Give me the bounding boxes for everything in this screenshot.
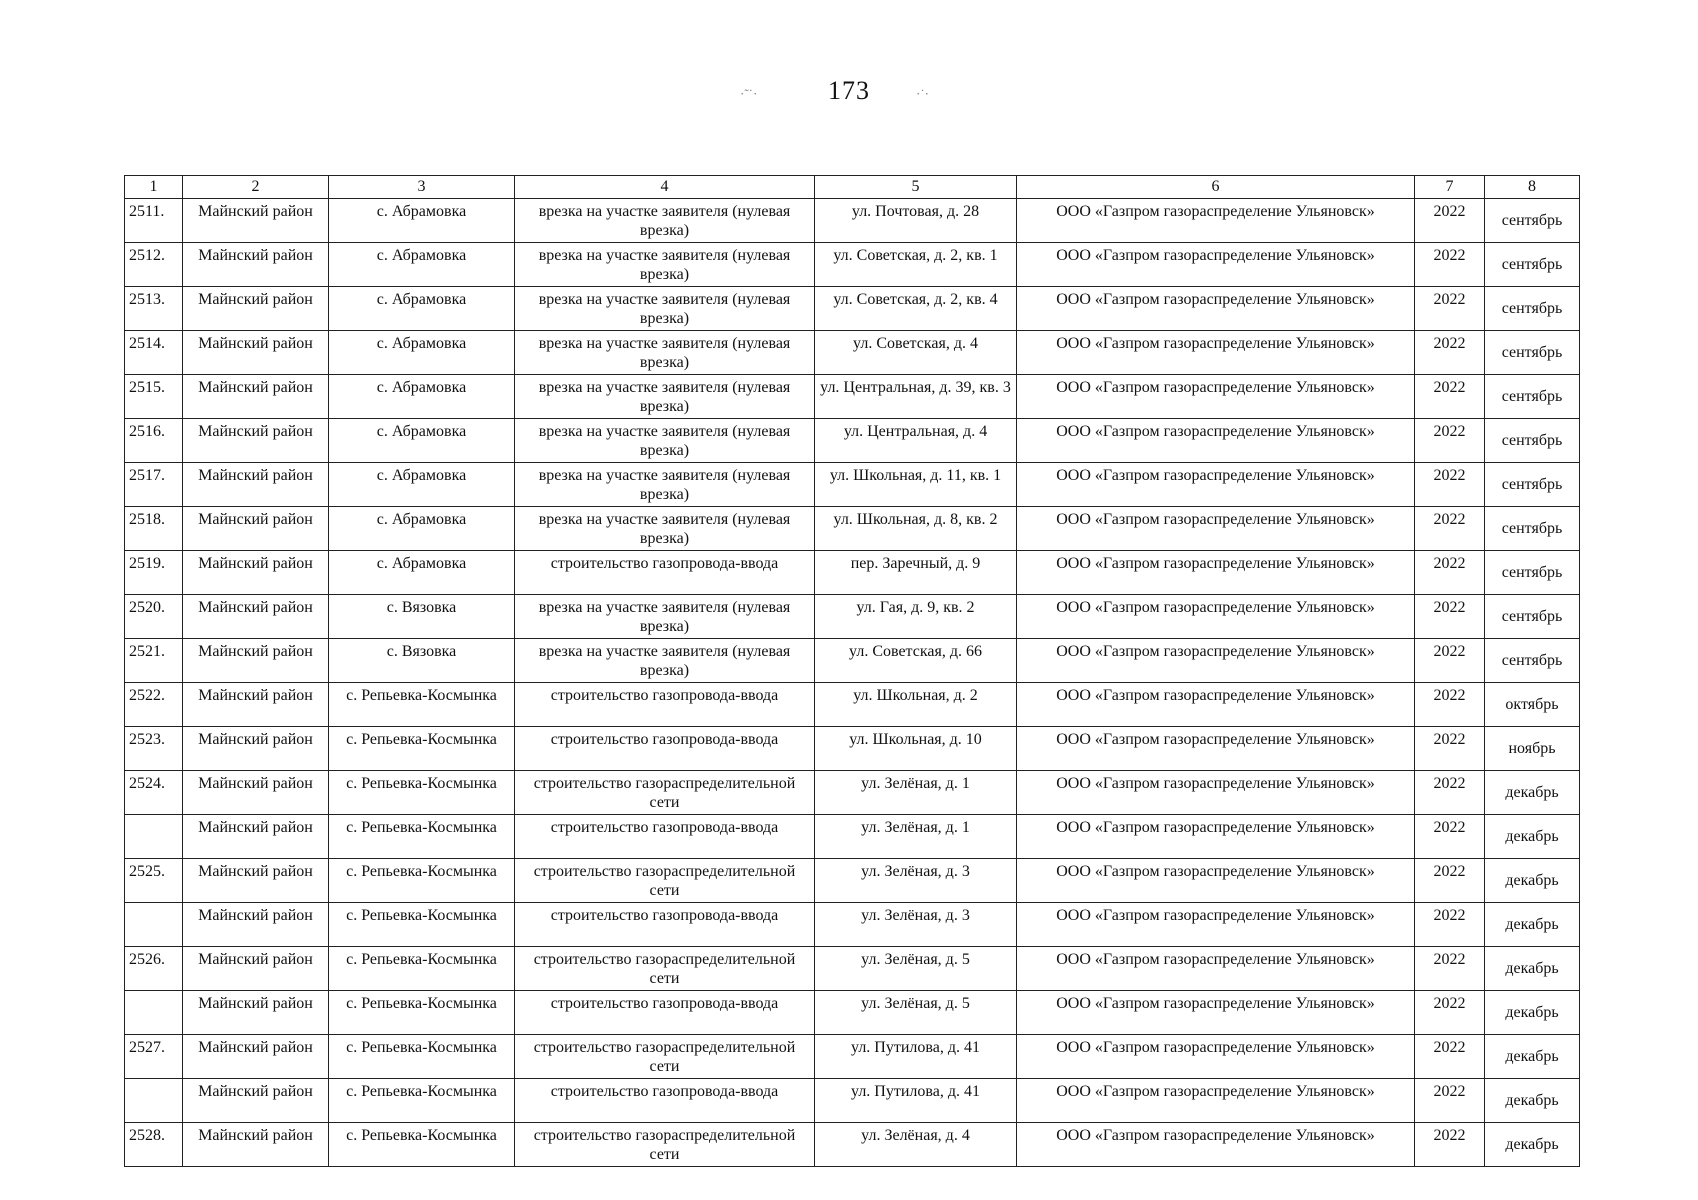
month-cell: сентябрь xyxy=(1485,331,1580,375)
district-cell: Майнский район xyxy=(183,419,329,463)
gas-connection-table xyxy=(124,175,1580,1167)
year-cell: 2022 xyxy=(1415,1079,1485,1123)
work-type-cell: строительство газопровода-ввода xyxy=(515,815,815,859)
year-cell: 2022 xyxy=(1415,551,1485,595)
district-cell: Майнский район xyxy=(183,771,329,815)
organization-cell: ООО «Газпром газораспределение Ульяновск» xyxy=(1017,595,1415,639)
table-row xyxy=(125,1035,1580,1079)
organization-cell: ООО «Газпром газораспределение Ульяновск» xyxy=(1017,771,1415,815)
column-header: 4 xyxy=(515,176,815,199)
work-type-cell: строительство газопровода-ввода xyxy=(515,1079,815,1123)
address-cell: ул. Почтовая, д. 28 xyxy=(815,199,1017,243)
month-cell: сентябрь xyxy=(1485,243,1580,287)
work-type-cell: врезка на участке заявителя (нулевая врезка) xyxy=(515,507,815,551)
row-number: 2517. xyxy=(125,463,183,507)
organization-cell: ООО «Газпром газораспределение Ульяновск» xyxy=(1017,199,1415,243)
year-cell: 2022 xyxy=(1415,1123,1485,1167)
settlement-cell: с. Вязовка xyxy=(329,639,515,683)
month-cell: сентябрь xyxy=(1485,463,1580,507)
organization-cell: ООО «Газпром газораспределение Ульяновск» xyxy=(1017,375,1415,419)
row-number xyxy=(125,815,183,859)
year-cell: 2022 xyxy=(1415,859,1485,903)
organization-cell: ООО «Газпром газораспределение Ульяновск» xyxy=(1017,859,1415,903)
scan-speck: ·˜˙· xyxy=(740,86,758,101)
column-header: 8 xyxy=(1485,176,1580,199)
work-type-cell: врезка на участке заявителя (нулевая врезка) xyxy=(515,199,815,243)
settlement-cell: с. Репьевка-Космынка xyxy=(329,859,515,903)
month-cell: сентябрь xyxy=(1485,551,1580,595)
settlement-cell: с. Репьевка-Космынка xyxy=(329,1035,515,1079)
month-cell: сентябрь xyxy=(1485,507,1580,551)
organization-cell: ООО «Газпром газораспределение Ульяновск» xyxy=(1017,947,1415,991)
organization-cell: ООО «Газпром газораспределение Ульяновск» xyxy=(1017,419,1415,463)
work-type-cell: строительство газопровода-ввода xyxy=(515,683,815,727)
settlement-cell: с. Абрамовка xyxy=(329,287,515,331)
month-cell: декабрь xyxy=(1485,947,1580,991)
organization-cell: ООО «Газпром газораспределение Ульяновск» xyxy=(1017,331,1415,375)
address-cell: ул. Советская, д. 66 xyxy=(815,639,1017,683)
year-cell: 2022 xyxy=(1415,1035,1485,1079)
row-number: 2527. xyxy=(125,1035,183,1079)
settlement-cell: с. Репьевка-Космынка xyxy=(329,903,515,947)
table-row xyxy=(125,771,1580,815)
settlement-cell: с. Абрамовка xyxy=(329,331,515,375)
row-number: 2515. xyxy=(125,375,183,419)
work-type-cell: строительство газораспределительной сети xyxy=(515,947,815,991)
year-cell: 2022 xyxy=(1415,771,1485,815)
work-type-cell: врезка на участке заявителя (нулевая врезка) xyxy=(515,639,815,683)
work-type-cell: строительство газораспределительной сети xyxy=(515,1123,815,1167)
settlement-cell: с. Репьевка-Космынка xyxy=(329,1123,515,1167)
organization-cell: ООО «Газпром газораспределение Ульяновск» xyxy=(1017,903,1415,947)
district-cell: Майнский район xyxy=(183,683,329,727)
table-row xyxy=(125,903,1580,947)
settlement-cell: с. Репьевка-Космынка xyxy=(329,1079,515,1123)
year-cell: 2022 xyxy=(1415,903,1485,947)
address-cell: ул. Советская, д. 2, кв. 1 xyxy=(815,243,1017,287)
row-number xyxy=(125,1079,183,1123)
district-cell: Майнский район xyxy=(183,727,329,771)
address-cell: ул. Путилова, д. 41 xyxy=(815,1079,1017,1123)
address-cell: ул. Школьная, д. 2 xyxy=(815,683,1017,727)
table-row xyxy=(125,551,1580,595)
settlement-cell: с. Абрамовка xyxy=(329,199,515,243)
settlement-cell: с. Абрамовка xyxy=(329,463,515,507)
row-number: 2523. xyxy=(125,727,183,771)
year-cell: 2022 xyxy=(1415,463,1485,507)
month-cell: декабрь xyxy=(1485,859,1580,903)
scan-speck: ·˙· xyxy=(916,86,929,101)
table-row xyxy=(125,947,1580,991)
organization-cell: ООО «Газпром газораспределение Ульяновск» xyxy=(1017,1079,1415,1123)
settlement-cell: с. Вязовка xyxy=(329,595,515,639)
year-cell: 2022 xyxy=(1415,507,1485,551)
month-cell: декабрь xyxy=(1485,815,1580,859)
district-cell: Майнский район xyxy=(183,243,329,287)
month-cell: сентябрь xyxy=(1485,639,1580,683)
year-cell: 2022 xyxy=(1415,375,1485,419)
row-number: 2522. xyxy=(125,683,183,727)
work-type-cell: строительство газопровода-ввода xyxy=(515,727,815,771)
year-cell: 2022 xyxy=(1415,683,1485,727)
month-cell: декабрь xyxy=(1485,1035,1580,1079)
district-cell: Майнский район xyxy=(183,1123,329,1167)
year-cell: 2022 xyxy=(1415,199,1485,243)
district-cell: Майнский район xyxy=(183,639,329,683)
district-cell: Майнский район xyxy=(183,859,329,903)
month-cell: сентябрь xyxy=(1485,419,1580,463)
work-type-cell: строительство газораспределительной сети xyxy=(515,859,815,903)
organization-cell: ООО «Газпром газораспределение Ульяновск» xyxy=(1017,1035,1415,1079)
settlement-cell: с. Абрамовка xyxy=(329,507,515,551)
address-cell: ул. Школьная, д. 11, кв. 1 xyxy=(815,463,1017,507)
address-cell: ул. Зелёная, д. 5 xyxy=(815,947,1017,991)
year-cell: 2022 xyxy=(1415,331,1485,375)
month-cell: сентябрь xyxy=(1485,287,1580,331)
row-number: 2519. xyxy=(125,551,183,595)
address-cell: ул. Путилова, д. 41 xyxy=(815,1035,1017,1079)
address-cell: ул. Зелёная, д. 4 xyxy=(815,1123,1017,1167)
table-row xyxy=(125,287,1580,331)
district-cell: Майнский район xyxy=(183,595,329,639)
year-cell: 2022 xyxy=(1415,419,1485,463)
address-cell: ул. Зелёная, д. 1 xyxy=(815,771,1017,815)
district-cell: Майнский район xyxy=(183,903,329,947)
work-type-cell: строительство газопровода-ввода xyxy=(515,991,815,1035)
page-number: 173 xyxy=(828,76,870,105)
row-number: 2526. xyxy=(125,947,183,991)
address-cell: ул. Зелёная, д. 3 xyxy=(815,859,1017,903)
year-cell: 2022 xyxy=(1415,947,1485,991)
work-type-cell: врезка на участке заявителя (нулевая врезка) xyxy=(515,419,815,463)
table-row xyxy=(125,815,1580,859)
column-header-row xyxy=(125,176,1580,199)
organization-cell: ООО «Газпром газораспределение Ульяновск» xyxy=(1017,551,1415,595)
district-cell: Майнский район xyxy=(183,331,329,375)
district-cell: Майнский район xyxy=(183,375,329,419)
row-number: 2520. xyxy=(125,595,183,639)
column-header: 1 xyxy=(125,176,183,199)
year-cell: 2022 xyxy=(1415,595,1485,639)
settlement-cell: с. Репьевка-Космынка xyxy=(329,727,515,771)
month-cell: декабрь xyxy=(1485,1079,1580,1123)
work-type-cell: врезка на участке заявителя (нулевая врезка) xyxy=(515,463,815,507)
table-row xyxy=(125,507,1580,551)
column-header: 7 xyxy=(1415,176,1485,199)
row-number: 2518. xyxy=(125,507,183,551)
address-cell: ул. Центральная, д. 39, кв. 3 xyxy=(815,375,1017,419)
district-cell: Майнский район xyxy=(183,551,329,595)
work-type-cell: врезка на участке заявителя (нулевая врезка) xyxy=(515,375,815,419)
organization-cell: ООО «Газпром газораспределение Ульяновск» xyxy=(1017,287,1415,331)
organization-cell: ООО «Газпром газораспределение Ульяновск» xyxy=(1017,1123,1415,1167)
settlement-cell: с. Абрамовка xyxy=(329,419,515,463)
row-number: 2524. xyxy=(125,771,183,815)
district-cell: Майнский район xyxy=(183,815,329,859)
row-number: 2528. xyxy=(125,1123,183,1167)
district-cell: Майнский район xyxy=(183,1079,329,1123)
table-row xyxy=(125,243,1580,287)
year-cell: 2022 xyxy=(1415,727,1485,771)
address-cell: ул. Гая, д. 9, кв. 2 xyxy=(815,595,1017,639)
address-cell: ул. Школьная, д. 8, кв. 2 xyxy=(815,507,1017,551)
organization-cell: ООО «Газпром газораспределение Ульяновск» xyxy=(1017,463,1415,507)
organization-cell: ООО «Газпром газораспределение Ульяновск» xyxy=(1017,243,1415,287)
year-cell: 2022 xyxy=(1415,815,1485,859)
settlement-cell: с. Репьевка-Космынка xyxy=(329,771,515,815)
organization-cell: ООО «Газпром газораспределение Ульяновск» xyxy=(1017,991,1415,1035)
month-cell: декабрь xyxy=(1485,771,1580,815)
address-cell: ул. Центральная, д. 4 xyxy=(815,419,1017,463)
row-number: 2511. xyxy=(125,199,183,243)
organization-cell: ООО «Газпром газораспределение Ульяновск» xyxy=(1017,815,1415,859)
work-type-cell: врезка на участке заявителя (нулевая врезка) xyxy=(515,243,815,287)
work-type-cell: врезка на участке заявителя (нулевая врезка) xyxy=(515,595,815,639)
address-cell: ул. Зелёная, д. 3 xyxy=(815,903,1017,947)
settlement-cell: с. Репьевка-Космынка xyxy=(329,815,515,859)
work-type-cell: строительство газораспределительной сети xyxy=(515,771,815,815)
column-header: 5 xyxy=(815,176,1017,199)
column-header: 2 xyxy=(183,176,329,199)
organization-cell: ООО «Газпром газораспределение Ульяновск» xyxy=(1017,639,1415,683)
work-type-cell: строительство газопровода-ввода xyxy=(515,903,815,947)
row-number xyxy=(125,991,183,1035)
table-row xyxy=(125,199,1580,243)
settlement-cell: с. Абрамовка xyxy=(329,551,515,595)
organization-cell: ООО «Газпром газораспределение Ульяновск» xyxy=(1017,727,1415,771)
table-row xyxy=(125,1123,1580,1167)
row-number xyxy=(125,903,183,947)
row-number: 2513. xyxy=(125,287,183,331)
month-cell: октябрь xyxy=(1485,683,1580,727)
year-cell: 2022 xyxy=(1415,287,1485,331)
organization-cell: ООО «Газпром газораспределение Ульяновск» xyxy=(1017,507,1415,551)
column-header: 6 xyxy=(1017,176,1415,199)
settlement-cell: с. Репьевка-Космынка xyxy=(329,683,515,727)
row-number: 2525. xyxy=(125,859,183,903)
district-cell: Майнский район xyxy=(183,991,329,1035)
table-row xyxy=(125,991,1580,1035)
table-row xyxy=(125,595,1580,639)
settlement-cell: с. Репьевка-Космынка xyxy=(329,947,515,991)
row-number: 2516. xyxy=(125,419,183,463)
year-cell: 2022 xyxy=(1415,639,1485,683)
month-cell: сентябрь xyxy=(1485,375,1580,419)
row-number: 2514. xyxy=(125,331,183,375)
address-cell: ул. Зелёная, д. 5 xyxy=(815,991,1017,1035)
address-cell: пер. Заречный, д. 9 xyxy=(815,551,1017,595)
month-cell: декабрь xyxy=(1485,991,1580,1035)
settlement-cell: с. Абрамовка xyxy=(329,375,515,419)
table-row xyxy=(125,859,1580,903)
work-type-cell: врезка на участке заявителя (нулевая врезка) xyxy=(515,331,815,375)
table-row xyxy=(125,639,1580,683)
row-number: 2512. xyxy=(125,243,183,287)
table-row xyxy=(125,463,1580,507)
month-cell: декабрь xyxy=(1485,903,1580,947)
year-cell: 2022 xyxy=(1415,991,1485,1035)
table-row xyxy=(125,331,1580,375)
table-row xyxy=(125,1079,1580,1123)
month-cell: декабрь xyxy=(1485,1123,1580,1167)
month-cell: ноябрь xyxy=(1485,727,1580,771)
district-cell: Майнский район xyxy=(183,507,329,551)
month-cell: сентябрь xyxy=(1485,595,1580,639)
table-row xyxy=(125,683,1580,727)
district-cell: Майнский район xyxy=(183,947,329,991)
row-number: 2521. xyxy=(125,639,183,683)
address-cell: ул. Советская, д. 4 xyxy=(815,331,1017,375)
settlement-cell: с. Репьевка-Космынка xyxy=(329,991,515,1035)
work-type-cell: строительство газораспределительной сети xyxy=(515,1035,815,1079)
work-type-cell: врезка на участке заявителя (нулевая врезка) xyxy=(515,287,815,331)
district-cell: Майнский район xyxy=(183,463,329,507)
address-cell: ул. Советская, д. 2, кв. 4 xyxy=(815,287,1017,331)
year-cell: 2022 xyxy=(1415,243,1485,287)
address-cell: ул. Зелёная, д. 1 xyxy=(815,815,1017,859)
table-row xyxy=(125,727,1580,771)
settlement-cell: с. Абрамовка xyxy=(329,243,515,287)
organization-cell: ООО «Газпром газораспределение Ульяновск» xyxy=(1017,683,1415,727)
work-type-cell: строительство газопровода-ввода xyxy=(515,551,815,595)
address-cell: ул. Школьная, д. 10 xyxy=(815,727,1017,771)
column-header: 3 xyxy=(329,176,515,199)
district-cell: Майнский район xyxy=(183,199,329,243)
table-row xyxy=(125,419,1580,463)
table-row xyxy=(125,375,1580,419)
month-cell: сентябрь xyxy=(1485,199,1580,243)
district-cell: Майнский район xyxy=(183,1035,329,1079)
district-cell: Майнский район xyxy=(183,287,329,331)
